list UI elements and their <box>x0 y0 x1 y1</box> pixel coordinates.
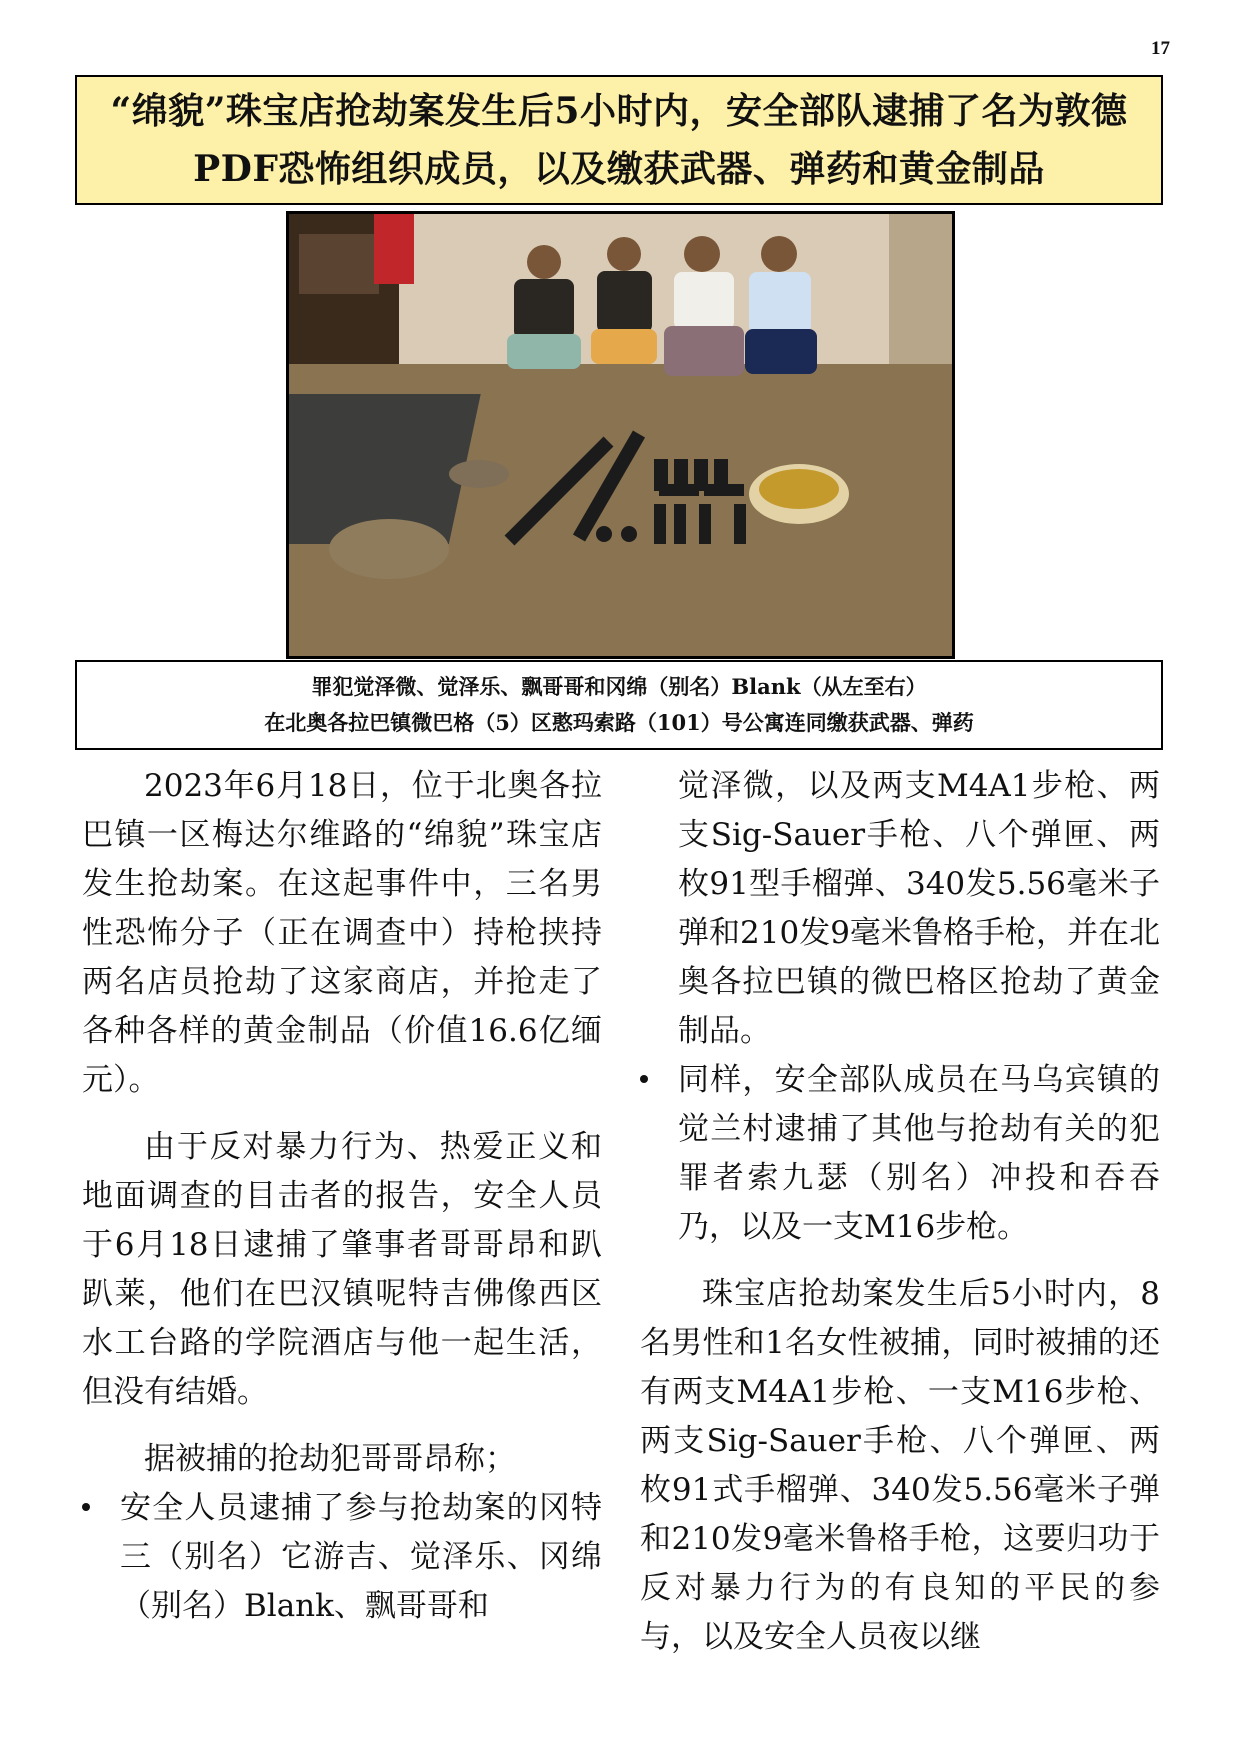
left-column <box>82 762 602 1631</box>
paragraph-1: 2023年6月18日，位于北奥各拉巴镇一区梅达尔维路的“绵貌”珠宝店发生抢劫案。在这起事件中，三名男性恐怖分子（正在调查中）持枪挟持两名店员抢劫了这家商店，并抢走了各种各样的黄金制品（价值16.6亿缅元）。 <box>82 768 602 1098</box>
paragraph-2: 由于反对暴力行为、热爱正义和地面调查的目击者的报告，安全人员于6月18日逮捕了肇事者哥哥昂和趴趴莱，他们在巴汉镇呢特吉佛像西区水工台路的学院酒店与他一起生活，但没有结婚。 <box>82 1129 602 1410</box>
photo-caption <box>75 660 1163 750</box>
bullet-item-2 <box>640 1056 1160 1252</box>
news-photo-illustration <box>289 214 952 656</box>
photo-caption-line-2: 在北奥各拉巴镇微巴格（5）区憨玛索路（101）号公寓连同缴获武器、弹药 <box>264 710 974 735</box>
bullet-item-2-text: 同样，安全部队成员在马乌宾镇的觉兰村逮捕了其他与抢劫有关的犯罪者索九瑟（别名）冲投和吞吞乃，以及一支M16步枪。 <box>678 1062 1160 1245</box>
bullet-item-1-continued: 觉泽微，以及两支M4A1步枪、两支Sig-Sauer手枪、八个弹匣、两枚91型手榴弹、340发5.56毫米子弹和210发9毫米鲁格手枪，并在北奥各拉巴镇的微巴格区抢劫了黄金制品。 <box>678 768 1160 1049</box>
headline-line-2: PDF恐怖组织成员，以及缴获武器、弹药和黄金制品 <box>193 148 1045 190</box>
page-number: 17 <box>1151 38 1170 59</box>
photo-caption-line-1: 罪犯觉泽微、觉泽乐、飘哥哥和冈绵（别名）Blank（从左至右） <box>311 674 927 699</box>
right-column <box>640 762 1160 1662</box>
headline-line-1: “绵貌”珠宝店抢劫案发生后5小时内，安全部队逮捕了名为敦德 <box>110 90 1128 132</box>
paragraph-3: 据被捕的抢劫犯哥哥昂称； <box>144 1441 516 1477</box>
bullet-icon <box>82 1503 90 1511</box>
bullet-item-1-text: 安全人员逮捕了参与抢劫案的冈特三（别名）它游吉、觉泽乐、冈绵（别名）Blank、飘哥哥和 <box>120 1490 602 1624</box>
news-photo <box>286 211 955 659</box>
paragraph-4: 珠宝店抢劫案发生后5小时内，8名男性和1名女性被捕，同时被捕的还有两支M4A1步枪、一支M16步枪、两支Sig-Sauer手枪、八个弹匣、两枚91式手榴弹、340发5.56毫米子弹和210发9毫米鲁格手枪，这要归功于反对暴力行为的有良知的平民的参与，以及安全人员夜以继 <box>640 1276 1160 1655</box>
bullet-icon <box>640 1075 648 1083</box>
bullet-item-1 <box>82 1484 602 1631</box>
headline-box <box>75 75 1163 205</box>
